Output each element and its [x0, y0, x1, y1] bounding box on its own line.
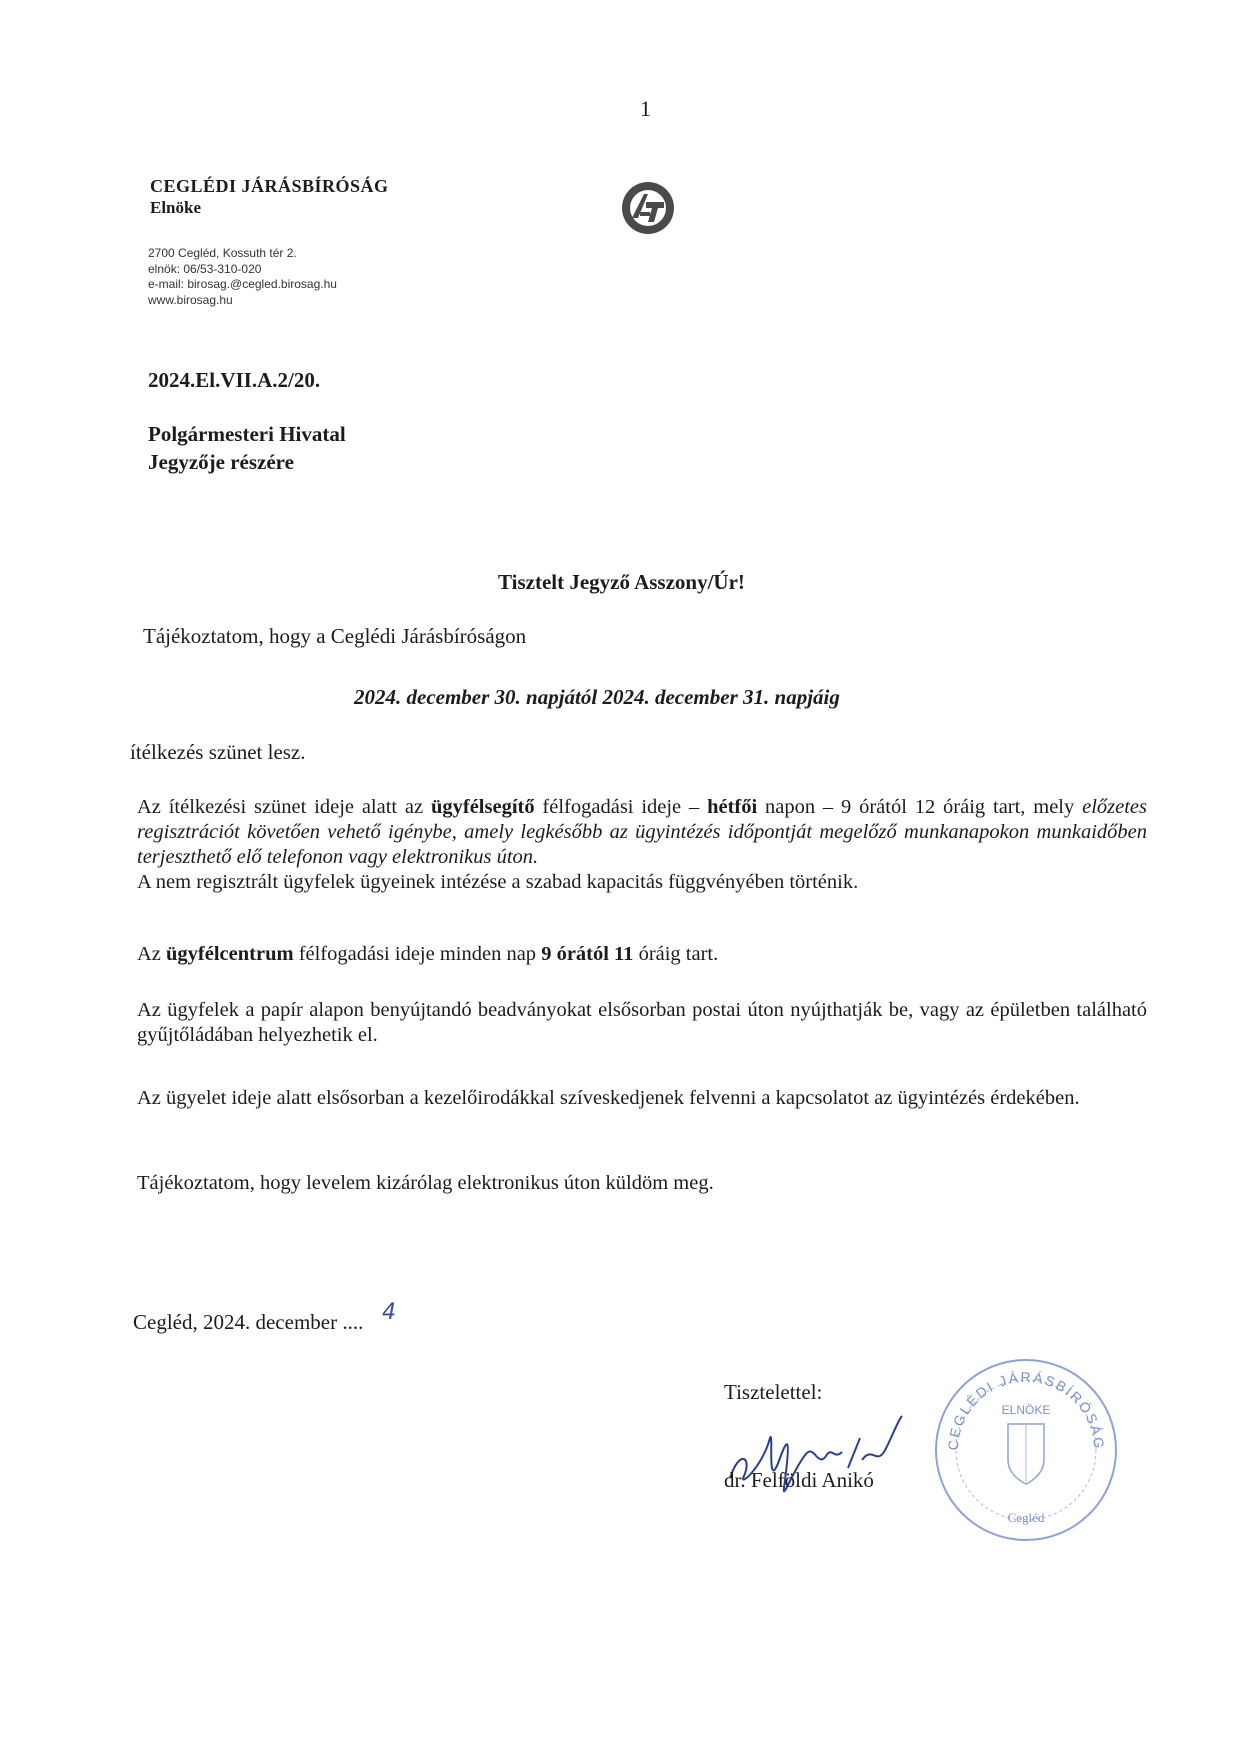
court-emblem-icon	[618, 178, 678, 238]
paragraph-electronic: Tájékoztatom, hogy levelem kizárólag elektronikus úton küldöm meg.	[137, 1172, 714, 1194]
recipient-line-2: Jegyzője részére	[148, 450, 294, 474]
text-segment: napon – 9 órától 12 óráig tart, mely	[757, 796, 1083, 818]
text-segment: óráig tart.	[633, 943, 719, 965]
closure-dates: 2024. december 30. napjától 2024. december 31. napjáig	[354, 685, 840, 709]
text-segment: Az	[137, 943, 167, 965]
bold-segment: 9 órától 11	[541, 943, 634, 965]
text-segment: A nem regisztrált ügyfelek ügyeinek intézése a szabad kapacitás függvényében történik.	[137, 871, 859, 893]
stamp-middle-text: ELNÖKE	[1001, 1403, 1051, 1417]
bold-segment: ügyfélcentrum	[166, 943, 294, 965]
stamp-bottom-text: Cegléd	[1007, 1510, 1045, 1525]
text-segment: félfogadási ideje –	[534, 796, 708, 818]
official-stamp	[928, 1352, 1124, 1548]
recipient-line-1: Polgármesteri Hivatal	[148, 422, 346, 446]
contact-address: 2700 Cegléd, Kossuth tér 2.	[148, 246, 297, 260]
paragraph-submissions: Az ügyfelek a papír alapon benyújtandó beadványokat elsősorban postai úton nyújthatják be, vagy az épületben található gyűjtőládában helyezhetik el.	[137, 999, 1147, 1046]
intro-text: Tájékoztatom, hogy a Ceglédi Járásbíróságon	[143, 624, 527, 648]
stamp-top-text: CEGLÉDI JÁRÁSBÍRÓSÁG	[944, 1368, 1108, 1451]
org-name: CEGLÉDI JÁRÁSBÍRÓSÁG	[150, 176, 389, 196]
paragraph-client-assistant	[137, 795, 1147, 895]
handwritten-day: 4	[382, 1300, 396, 1325]
contact-phone: elnök: 06/53-310-020	[148, 261, 262, 276]
contact-email: e-mail: birosag.@cegled.birosag.hu	[148, 277, 337, 291]
bold-segment: ügyfélsegítő	[430, 796, 535, 818]
paragraph-client-centre	[137, 942, 1147, 967]
reference-number: 2024.El.VII.A.2/20.	[148, 368, 321, 392]
org-role: Elnöke	[150, 198, 202, 217]
contact-website: www.birosag.hu	[148, 292, 233, 307]
closing-regards: Tisztelettel:	[724, 1380, 823, 1404]
place-date: Cegléd, 2024. december ....	[133, 1310, 364, 1334]
contact-block	[148, 246, 337, 308]
signer-name: dr. Felföldi Anikó	[724, 1468, 874, 1492]
text-segment: félfogadási ideje minden nap	[293, 943, 542, 965]
paragraph-duty: Az ügyelet ideje alatt elsősorban a kezelőirodákkal szíveskedjenek felvenni a kapcsolatot az ügyintézés érdekében.	[137, 1087, 1080, 1109]
intro-end-text: ítélkezés szünet lesz.	[130, 740, 306, 764]
salutation: Tisztelt Jegyző Asszony/Úr!	[498, 570, 745, 594]
italic-segment: előzetes regisztrációt követően vehető igénybe, amely legkésőbb az ügyintézés időpontját megelőző munkanapokon munkaidőben terjeszthető elő telefonon vagy elektronikus úton.	[137, 796, 1147, 868]
page-number: 1	[640, 96, 651, 121]
text-segment: Az ítélkezési szünet ideje alatt az	[137, 796, 431, 818]
recipient	[148, 420, 346, 476]
bold-segment: hétfői	[707, 796, 758, 818]
